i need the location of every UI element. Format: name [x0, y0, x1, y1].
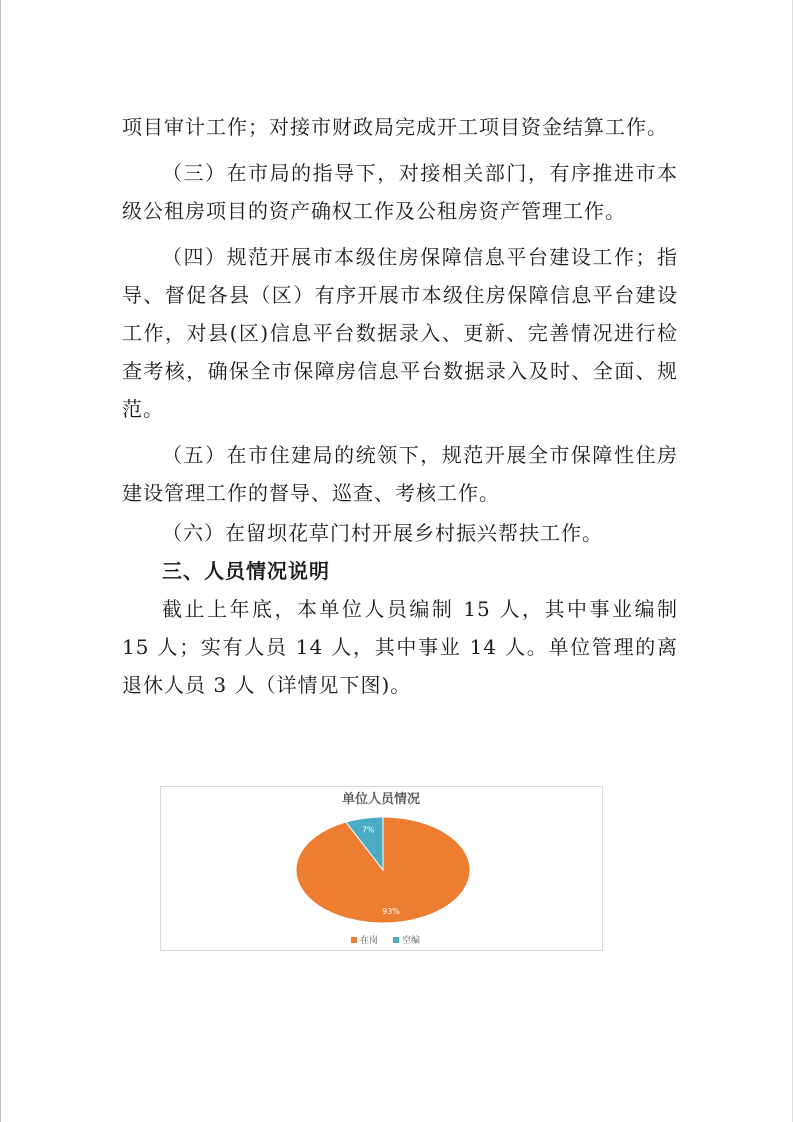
- section-heading: 三、人员情况说明: [162, 559, 330, 583]
- paragraph-audit: 项目审计工作；对接市财政局完成开工项目资金结算工作。: [122, 115, 668, 139]
- chart-legend: [351, 934, 420, 946]
- paragraph-staff: 截止上年底，本单位人员编制 15 人，其中事业编制 15 人；实有人员 14 人，其中事业 14 人。单位管理的离退休人员 3 人（详情见下图)。: [122, 597, 678, 697]
- page-edge-left: [0, 0, 1, 1122]
- paragraph-item-5: （五）在市住建局的统领下，规范开展全市保障性住房建设管理工作的督导、巡查、考核工作。: [122, 443, 678, 505]
- document-body: [122, 108, 678, 704]
- paragraph-item-6: （六）在留坝花草门村开展乡村振兴帮扶工作。: [162, 521, 603, 545]
- pie-label-在岗: 93%: [382, 907, 400, 916]
- legend-label-在岗: 在岗: [360, 936, 379, 946]
- legend-label-空编: 空编: [402, 936, 421, 946]
- pie-chart-svg: [161, 787, 602, 950]
- legend-swatch-空编: [393, 937, 399, 943]
- pie-label-空编: 7%: [361, 825, 375, 835]
- pie-chart: [160, 786, 603, 951]
- legend-swatch-在岗: [351, 937, 357, 943]
- paragraph-item-4: （四）规范开展市本级住房保障信息平台建设工作；指导、督促各县（区）有序开展市本级住房保障信息平台建设工作，对县(区)信息平台数据录入、更新、完善情况进行检查考核，确保全市保障房信息平台数据录入及时、全面、规范。: [122, 245, 678, 421]
- paragraph-item-3: （三）在市局的指导下，对接相关部门，有序推进市本级公租房项目的资产确权工作及公租房资产管理工作。: [122, 161, 678, 223]
- chart-title: 单位人员情况: [341, 792, 421, 807]
